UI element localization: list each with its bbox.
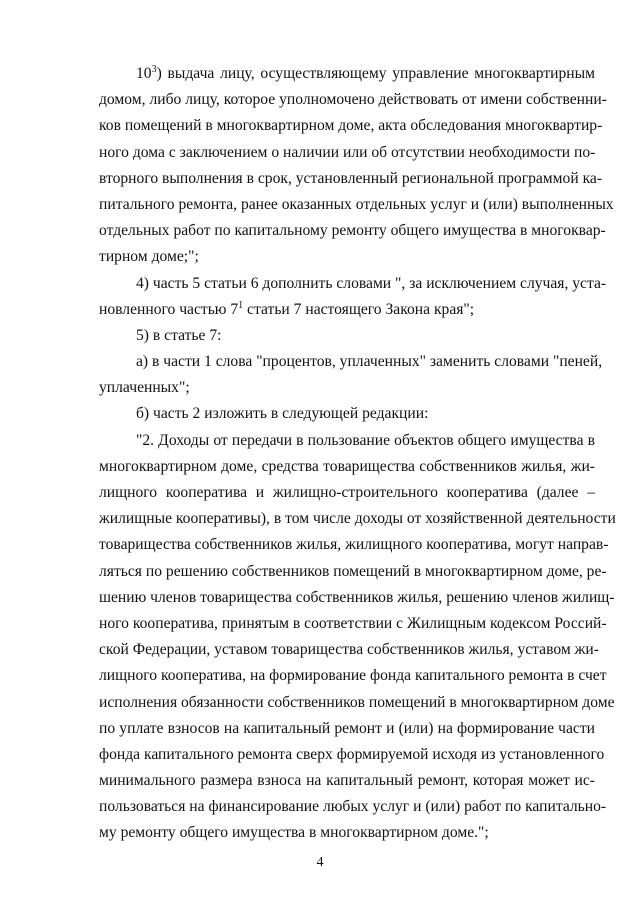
text-line: многоквартирном доме, средства товарищества собственников жилья, жи- — [99, 457, 595, 475]
text-line: уплаченных"; — [99, 379, 190, 397]
text-line: а) в части 1 слова "процентов, уплаченных" заменить словами "пеней, — [136, 353, 603, 371]
line-text: 10 — [136, 65, 152, 82]
line-text: статьи 7 настоящего Закона края"; — [243, 300, 475, 318]
text-line: жилищные кооперативы), в том числе доходы от хозяйственной деятельности — [99, 510, 616, 528]
text-line: исполнения обязанности собственников помещений в многоквартирном доме — [99, 693, 615, 711]
superscript: 3 — [151, 64, 157, 75]
text-line: лищного кооператива, на формирование фонда капитального ремонта в счет — [99, 667, 607, 685]
text-line: шению членов товарищества собственников жилья, решению членов жилищ- — [99, 588, 615, 606]
text-line: отдельных работ по капитальному ремонту общего имущества в многоквар- — [99, 222, 606, 240]
text-line: б) часть 2 изложить в следующей редакции: — [136, 405, 429, 423]
text-line: ного дома с заключением о наличии или об отсутствии необходимости по- — [99, 143, 596, 161]
text-line: му ремонту общего имущества в многоквартирном доме."; — [99, 824, 489, 842]
text-line: питального ремонта, ранее оказанных отдельных услуг и (или) выполненных — [99, 195, 614, 213]
text-line: минимального размера взноса на капитальный ремонт, которая может ис- — [99, 772, 595, 790]
paragraph-p10-3 — [99, 61, 614, 271]
paragraph-pb — [99, 401, 595, 427]
text-line: ляться по решению собственников помещений в многоквартирном доме, ре- — [99, 562, 607, 580]
text-line: пользоваться на финансирование любых услуг и (или) работ по капитально- — [99, 798, 607, 816]
text-line: лищного кооператива и жилищно-строительного кооператива (далее – — [99, 484, 595, 501]
line-text: ) выдача лицу, осуществляющему управление многоквартирным — [156, 65, 595, 82]
text-line: ков помещений в многоквартирном доме, акта обследования многоквартир- — [99, 117, 603, 135]
text-line: "2. Доходы от передачи в пользование объектов общего имущества в — [136, 431, 595, 449]
text-line: 5) в статье 7: — [136, 326, 222, 344]
paragraph-pa — [99, 349, 603, 401]
line-text: новленного частью 7 — [99, 300, 239, 318]
paragraph-p4 — [99, 271, 607, 323]
text-line — [99, 61, 595, 87]
text-line: ской Федерации, уставом товарищества собственников жилья, уставом жи- — [99, 641, 599, 659]
text-line: ного кооператива, принятым в соответствии с Жилищным кодексом Россий- — [99, 614, 607, 632]
paragraph-p2 — [99, 428, 616, 847]
text-line: домом, либо лицу, которое уполномочено действовать от имени собственни- — [99, 91, 607, 109]
text-line: по уплате взносов на капитальный ремонт и (или) на формирование части — [99, 719, 595, 737]
page-number: 4 — [316, 855, 324, 870]
text-line: тирном доме;"; — [99, 248, 199, 266]
paragraph-p5 — [99, 323, 595, 349]
superscript: 1 — [238, 299, 244, 311]
text-line: 4) часть 5 статьи 6 дополнить словами ", за исключением случая, уста- — [136, 274, 607, 292]
text-line — [99, 297, 595, 323]
text-line: товарищества собственников жилья, жилищного кооператива, могут направ- — [99, 536, 609, 554]
text-line: фонда капитального ремонта сверх формируемой исходя из установленного — [99, 745, 605, 763]
text-line: вторного выполнения в срок, установленный региональной программой ка- — [99, 169, 603, 187]
document-body — [99, 61, 616, 847]
